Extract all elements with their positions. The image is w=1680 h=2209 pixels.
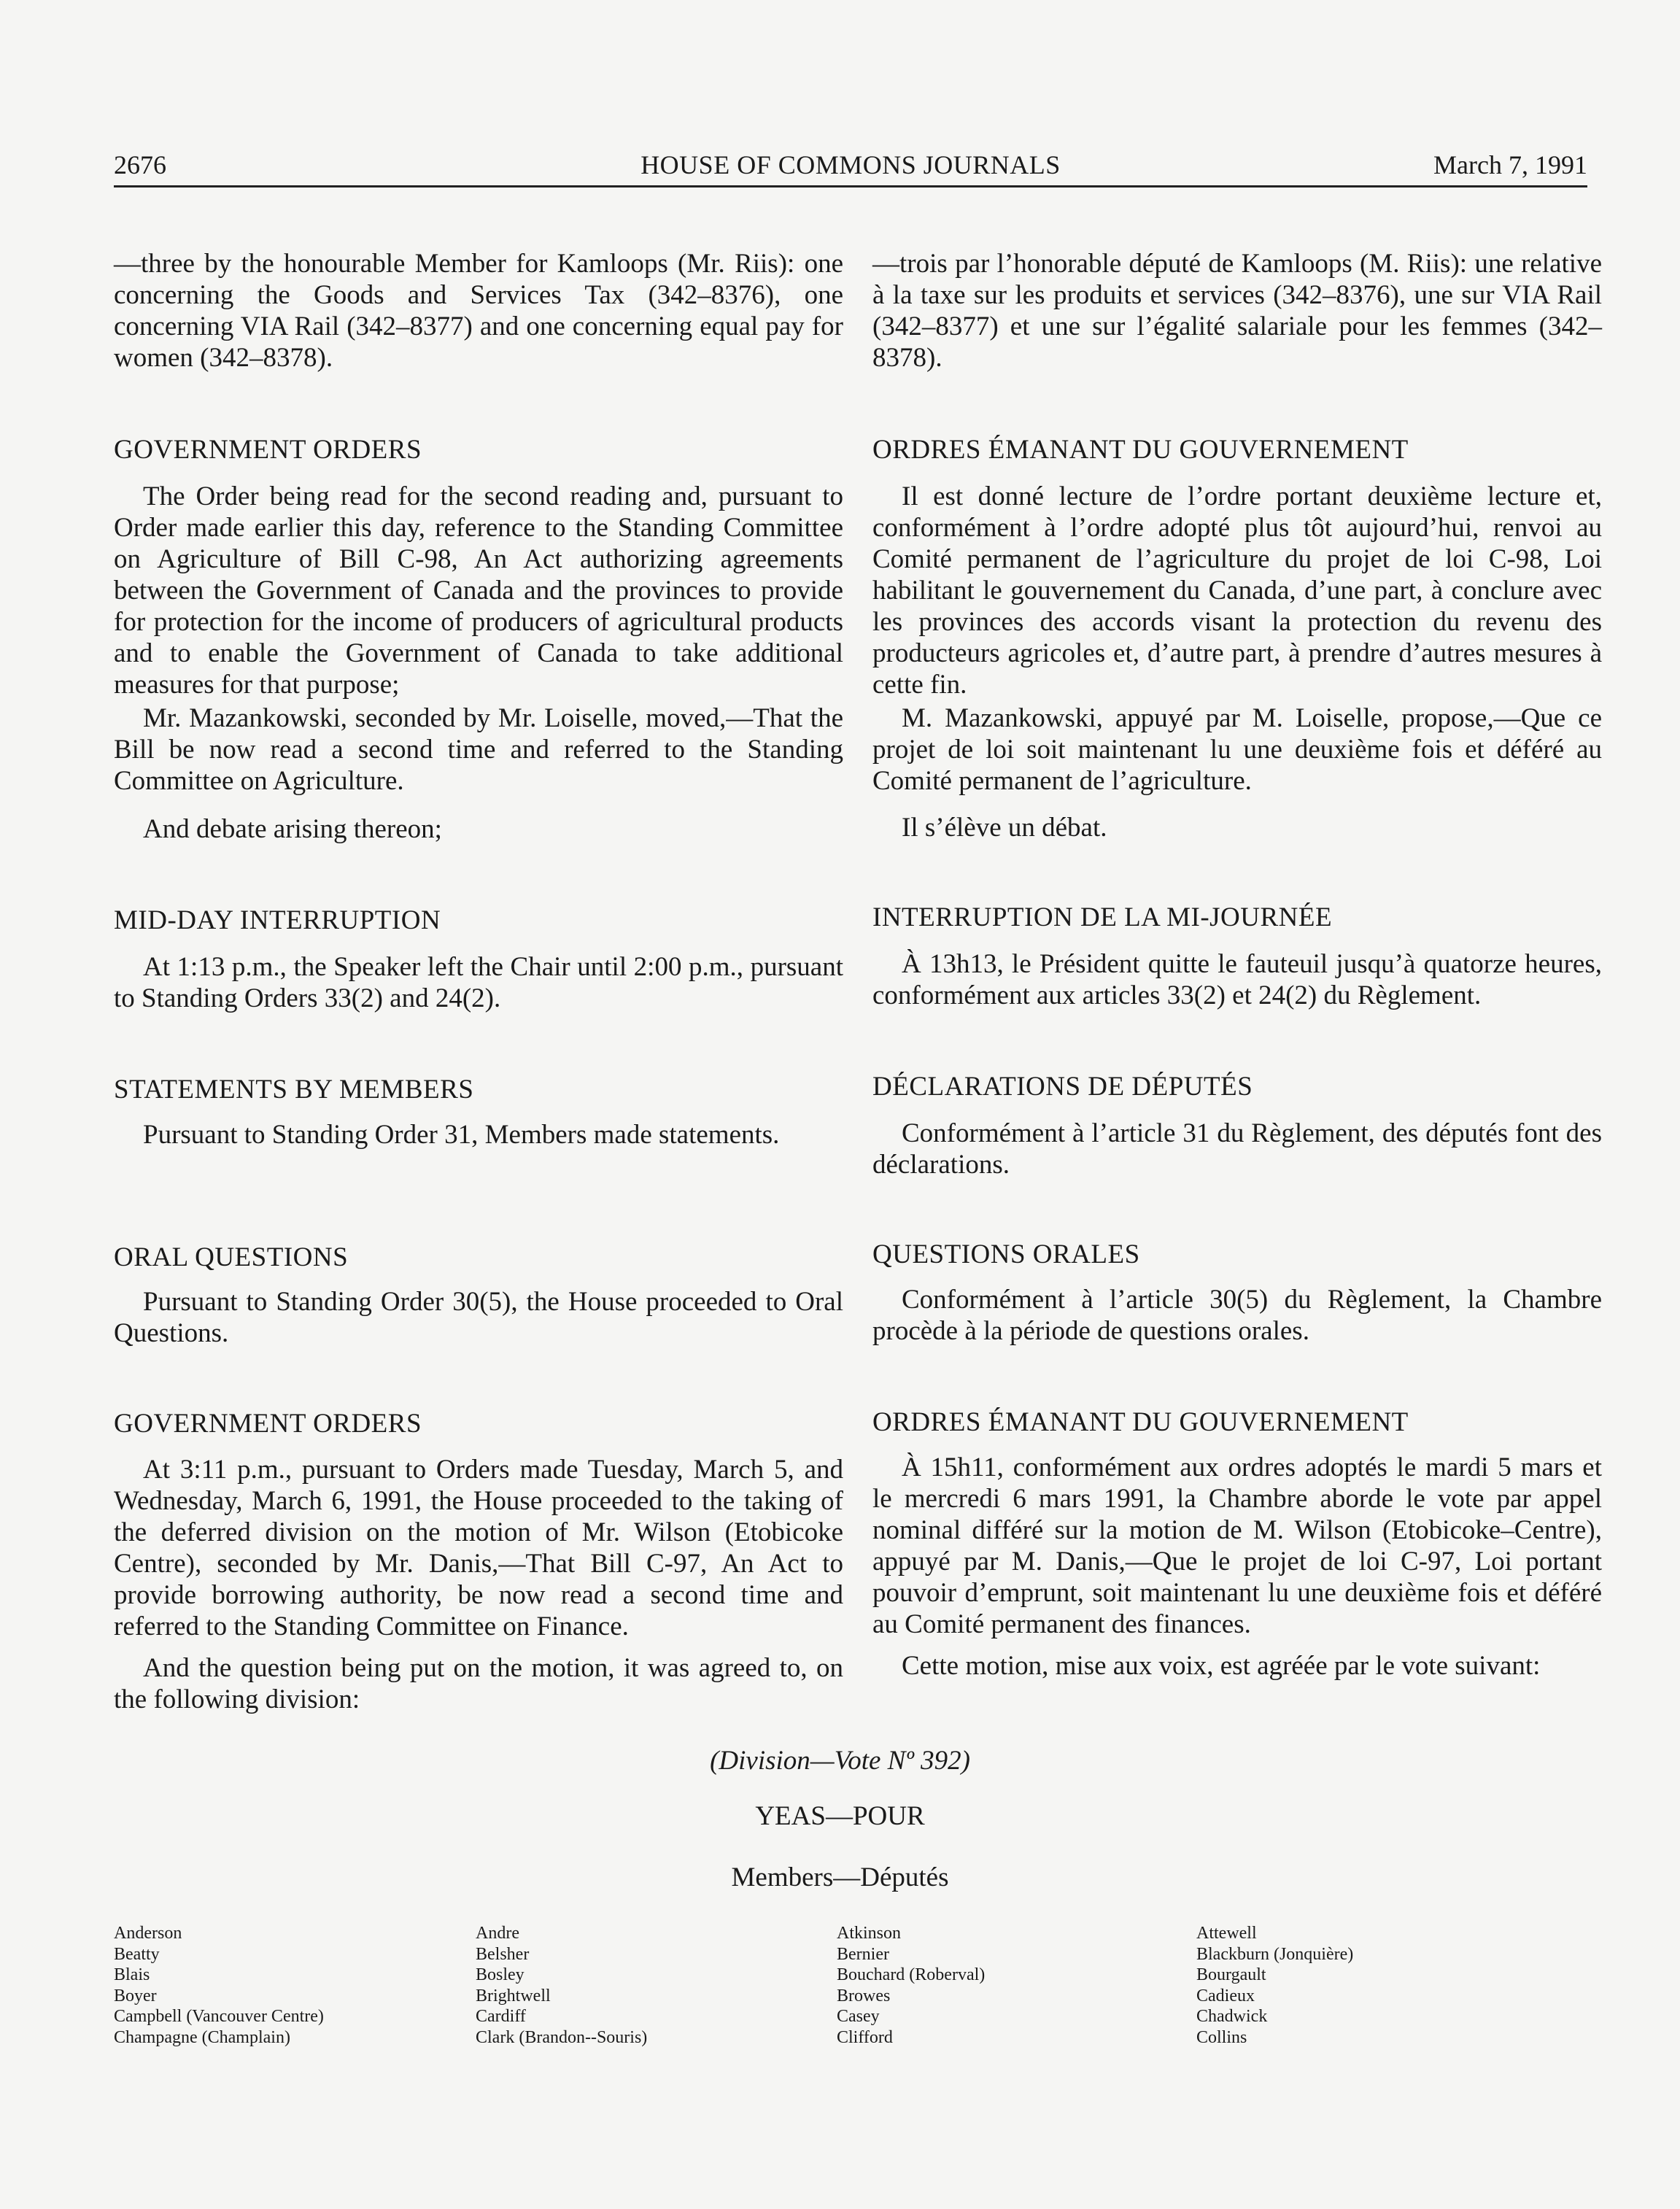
gov-orders-1-p2-fr: M. Mazankowski, appuyé par M. Loiselle, propose,—Que ce projet de loi soit maintenant lu une deuxième fois et déféré au Comité permanent de l’agriculture. <box>872 703 1602 796</box>
heading-government-orders-2-en: GOVERNMENT ORDERS <box>114 1409 422 1439</box>
heading-oral-questions-en: ORAL QUESTIONS <box>114 1242 349 1272</box>
member-name: Atkinson <box>837 1924 902 1943</box>
member-name: Blackburn (Jonquière) <box>1196 1944 1354 1964</box>
member-name: Collins <box>1196 2027 1247 2047</box>
heading-government-orders-fr: ORDRES ÉMANANT DU GOUVERNEMENT <box>872 435 1409 465</box>
member-name: Attewell <box>1196 1924 1257 1943</box>
member-name: Brightwell <box>476 1986 551 2005</box>
member-name: Bouchard (Roberval) <box>837 1965 986 1984</box>
gov-orders-1-p2-en: Mr. Mazankowski, seconded by Mr. Loiselle, moved,—That the Bill be now read a second time and referred to the Standing Committee on Agriculture. <box>114 703 843 796</box>
names-column-4 <box>1196 1923 1539 2048</box>
member-name: Anderson <box>114 1924 182 1943</box>
member-name: Campbell (Vancouver Centre) <box>114 2007 324 2026</box>
names-column-3 <box>837 1923 1180 2048</box>
member-name: Cadieux <box>1196 1986 1255 2005</box>
gov-orders-2-p2-fr: Cette motion, mise aux voix, est agréée par le vote suivant: <box>902 1651 1541 1681</box>
member-name: Bernier <box>837 1944 889 1964</box>
member-name: Blais <box>114 1965 150 1984</box>
journal-date: March 7, 1991 <box>1433 150 1587 179</box>
member-name: Boyer <box>114 1986 157 2005</box>
member-name: Casey <box>837 2007 880 2026</box>
member-name: Cardiff <box>476 2007 526 2026</box>
statements-p1-fr: Conformément à l’article 31 du Règlement, des députés font des déclarations. <box>872 1118 1602 1180</box>
member-name: Beatty <box>114 1944 160 1964</box>
division-label: (Division—Vote Nº 392) <box>710 1746 970 1776</box>
member-name: Chadwick <box>1196 2007 1268 2026</box>
member-name: Bosley <box>476 1965 524 1984</box>
gov-orders-2-p1-en: At 3:11 p.m., pursuant to Orders made Tuesday, March 5, and Wednesday, March 6, 1991, the House proceeded to the taking of the deferred division on the motion of Mr. Wilson (Etobicoke Centre), seconded by Mr. Danis,—That Bill C-97, An Act to provide borrowing authority, be now read a second time and referred to the Standing Committee on Finance. <box>114 1455 843 1641</box>
gov-orders-1-p1-fr: Il est donné lecture de l’ordre portant deuxième lecture et, conformément à l’ordre adopté plus tôt aujourd’hui, renvoi au Comité permanent de l’agriculture du projet de loi C-98, Loi habilitant le gouvernement du Canada, d’une part, à conclure avec les provinces des accords visant la protection du revenu des producteurs agricoles et, d’autre part, à prendre d’autres mesures à cette fin. <box>872 481 1602 700</box>
names-column-2 <box>476 1923 818 2048</box>
member-name: Andre <box>476 1924 519 1943</box>
heading-midday-en: MID-DAY INTERRUPTION <box>114 905 441 935</box>
names-column-1 <box>114 1923 457 2048</box>
member-name: Clark (Brandon--Souris) <box>476 2027 648 2047</box>
intro-fr: —trois par l’honorable député de Kamloops (M. Riis): une relative à la taxe sur les produits et services (342–8376), une sur VIA Rail (342–8377) et une sur l’égalité salariale pour les femmes (342–8378). <box>872 249 1602 373</box>
page-number: 2676 <box>114 150 166 179</box>
member-name: Champagne (Champlain) <box>114 2027 290 2047</box>
member-name: Browes <box>837 1986 891 2005</box>
oral-p1-en: Pursuant to Standing Order 30(5), the House proceeded to Oral Questions. <box>114 1287 843 1348</box>
members-heading: Members—Députés <box>731 1862 949 1892</box>
header-rule <box>114 185 1587 187</box>
gov-orders-1-p3-en: And debate arising thereon; <box>143 814 442 844</box>
heading-statements-fr: DÉCLARATIONS DE DÉPUTÉS <box>872 1072 1253 1102</box>
yeas-heading: YEAS—POUR <box>755 1801 925 1831</box>
statements-p1-en: Pursuant to Standing Order 31, Members made statements. <box>143 1120 780 1150</box>
heading-oral-questions-fr: QUESTIONS ORALES <box>872 1239 1140 1269</box>
heading-midday-fr: INTERRUPTION DE LA MI-JOURNÉE <box>872 902 1333 932</box>
gov-orders-2-p1-fr: À 15h11, conformément aux ordres adoptés le mardi 5 mars et le mercredi 6 mars 1991, la Chambre aborde le vote par appel nominal différé sur la motion de M. Wilson (Etobicoke–Centre), appuyé par M. Danis,—Que le projet de loi C-97, Loi portant pouvoir d’emprunt, soit maintenant lu une deuxième fois et déféré au Comité permanent des finances. <box>872 1452 1602 1639</box>
heading-government-orders-2-fr: ORDRES ÉMANANT DU GOUVERNEMENT <box>872 1407 1409 1437</box>
heading-statements-en: STATEMENTS BY MEMBERS <box>114 1075 474 1104</box>
member-name: Clifford <box>837 2027 893 2047</box>
oral-p1-fr: Conformément à l’article 30(5) du Règlement, la Chambre procède à la période de questions orales. <box>872 1285 1602 1346</box>
gov-orders-1-p3-fr: Il s’élève un débat. <box>902 813 1107 843</box>
gov-orders-1-p1-en: The Order being read for the second reading and, pursuant to Order made earlier this day, reference to the Standing Committee on Agriculture of Bill C-98, An Act authorizing agreements between the Government of Canada and the provinces to provide for protection for the income of producers of agricultural products and to enable the Government of Canada to take additional measures for that purpose; <box>114 481 843 700</box>
member-name: Belsher <box>476 1944 530 1964</box>
heading-government-orders-en: GOVERNMENT ORDERS <box>114 435 422 465</box>
gov-orders-2-p2-en: And the question being put on the motion, it was agreed to, on the following division: <box>114 1653 843 1714</box>
journal-title: HOUSE OF COMMONS JOURNALS <box>640 150 1061 179</box>
midday-p1-fr: À 13h13, le Président quitte le fauteuil jusqu’à quatorze heures, conformément aux articles 33(2) et 24(2) du Règlement. <box>872 949 1602 1010</box>
midday-p1-en: At 1:13 p.m., the Speaker left the Chair until 2:00 p.m., pursuant to Standing Orders 33(2) and 24(2). <box>114 952 843 1013</box>
intro-en: —three by the honourable Member for Kamloops (Mr. Riis): one concerning the Goods and Services Tax (342–8376), one concerning VIA Rail (342–8377) and one concerning equal pay for women (342–8378). <box>114 249 843 373</box>
page-header <box>114 150 1587 187</box>
member-name: Bourgault <box>1196 1965 1266 1984</box>
